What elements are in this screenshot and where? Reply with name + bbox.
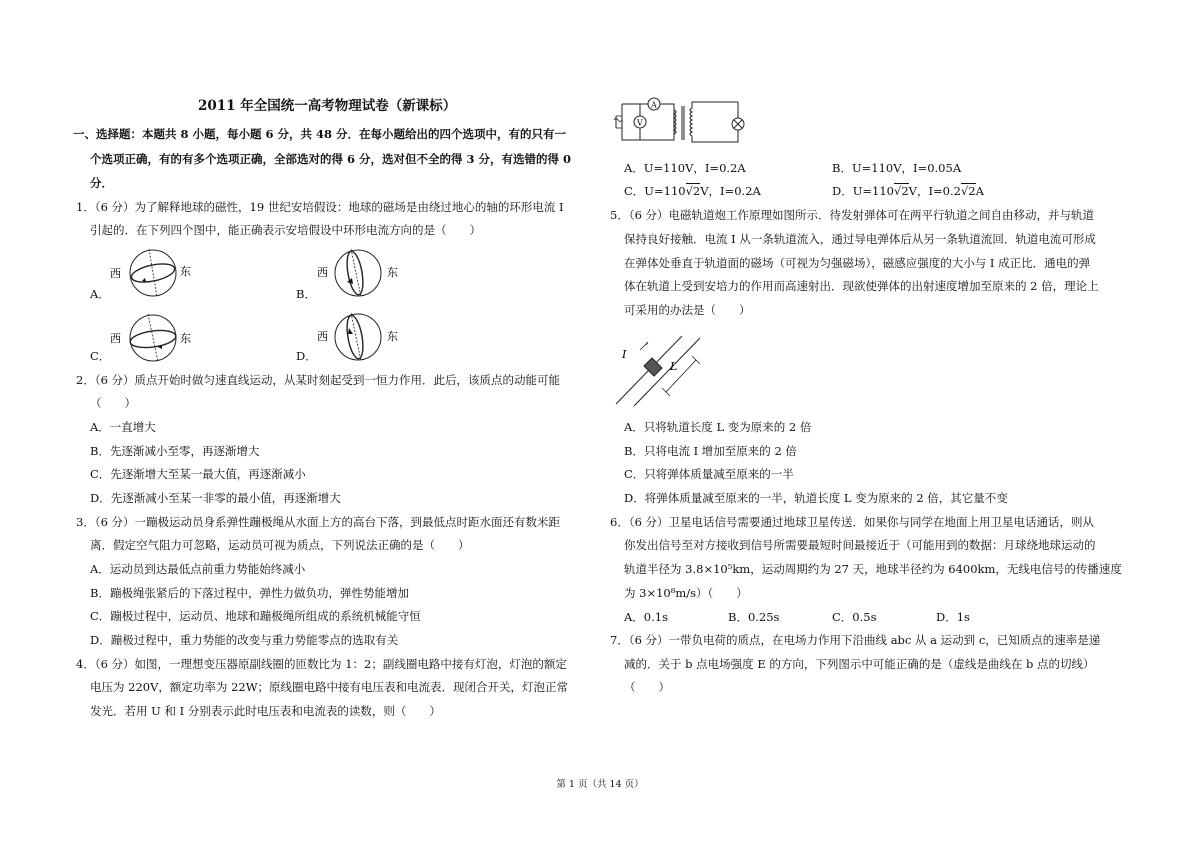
q4-ammeter-label: A [651, 100, 657, 110]
q3-stem-line2: 离．假定空气阻力可忽略，运动员可视为质点，下列说法正确的是（ ） [90, 538, 470, 552]
q4-voltmeter-label: V [637, 118, 643, 128]
q3-option-b: B．蹦极绳张紧后的下落过程中，弹性力做负功，弹性势能增加 [90, 586, 409, 600]
q5-option-b: B．只将电流 I 增加至原来的 2 倍 [624, 444, 797, 458]
q2-stem-line1: 2．（6 分）质点开始时做匀速直线运动，从某时刻起受到一恒力作用．此后，该质点的动能可能 [76, 373, 561, 387]
sqrt-symbol: √2 [894, 184, 909, 198]
q1-east-label-a: 东 [180, 265, 191, 278]
q3-stem-line1: 3．（6 分）一蹦极运动员身系弹性蹦极绳从水面上方的高台下落，到最低点时距水面还有数米距 [76, 515, 561, 529]
q5-length-label: L [670, 360, 678, 373]
q1-option-b-label: B． [296, 287, 316, 301]
q1-globe-figure-c [108, 310, 198, 366]
q4-option-c-suffix: V，I=0.2A [700, 184, 761, 198]
sqrt-symbol: √2 [685, 184, 701, 198]
q4-option-c-prefix: C．U=110 [624, 184, 686, 198]
q6-stem-line4: 为 3×10⁸m/s）（ ） [624, 586, 748, 600]
q6-option-b: B．0.25s [728, 610, 780, 624]
page-footer: 第 1 页（共 14 页） [556, 779, 644, 790]
q5-stem-line1: 5．（6 分）电磁轨道炮工作原理如图所示．待发射弹体可在两平行轨道之间自由移动，并与轨道 [610, 208, 1095, 222]
q5-railgun-figure [612, 330, 722, 408]
q6-option-d: D．1s [936, 610, 970, 624]
q1-west-label-c: 西 [110, 332, 121, 345]
q4-option-c [624, 183, 761, 199]
q4-option-b: B．U=110V，I=0.05A [832, 161, 962, 175]
q4-option-d [832, 183, 984, 199]
section-instructions-line3: 分． [90, 176, 113, 190]
q6-stem-line2: 你发出信号至对方接收到信号所需要最短时间最接近于（可能用到的数据：月球绕地球运动的 [624, 538, 1096, 552]
q4-stem-line1: 4．（6 分）如图，一理想变压器原副线圈的匝数比为 1：2；副线圈电路中接有灯泡，灯泡的额定 [76, 657, 567, 671]
q5-option-d: D．将弹体质量减至原来的一半，轨道长度 L 变为原来的 2 倍，其它量不变 [624, 491, 1008, 505]
q1-globe-figure-a [108, 245, 198, 301]
q2-stem-line2: （ ） [90, 396, 136, 410]
q5-stem-line4: 体在轨道上受到安培力的作用而高速射出．现欲使弹体的出射速度增加至原来的 2 倍，理论上 [624, 279, 1099, 293]
q7-stem-line1: 7．（6 分）一带负电荷的质点，在电场力作用下沿曲线 abc 从 a 运动到 c，已知质点的速率是递 [610, 633, 1101, 647]
q4-stem-line3: 发光．若用 U 和 I 分别表示此时电压表和电流表的读数，则（ ） [90, 704, 441, 718]
q6-stem-line1: 6．（6 分）卫星电话信号需要通过地球卫星传送．如果你与同学在地面上用卫星电话通话，则从 [610, 515, 1095, 529]
q2-option-b: B．先逐渐减小至零，再逐渐增大 [90, 444, 260, 458]
q4-option-d-suffix: A [975, 184, 984, 198]
q1-stem-line1: 1．（6 分）为了解释地球的磁性，19 世纪安培假设：地球的磁场是由绕过地心的轴的环形电流 I [76, 200, 564, 214]
q1-globe-figure-d [313, 308, 403, 366]
sqrt-symbol: √2 [960, 184, 976, 198]
q3-option-c: C．蹦极过程中，运动员、地球和蹦极绳所组成的系统机械能守恒 [90, 609, 421, 623]
q4-option-d-middle: V，I=0.2 [908, 184, 961, 198]
q4-transformer-circuit [612, 94, 762, 150]
q5-option-c: C．只将弹体质量减至原来的一半 [624, 467, 794, 481]
q2-option-d: D．先逐渐减小至某一非零的最小值，再逐渐增大 [90, 491, 341, 505]
q1-option-a-label: A． [90, 287, 110, 301]
q3-option-a: A．运动员到达最低点前重力势能始终减小 [90, 562, 306, 576]
q6-option-a: A．0.1s [624, 610, 668, 624]
q4-option-d-prefix: D．U=110 [832, 184, 894, 198]
q4-option-d-radicand-1: 2 [901, 184, 909, 198]
q7-stem-line3: （ ） [624, 680, 670, 694]
section-instructions-line2: 个选项正确，有的有多个选项正确，全部选对的得 6 分，选对但不全的得 3 分，有选错的得 0 [90, 152, 572, 166]
q1-east-label-b: 东 [387, 266, 398, 279]
q1-west-label-d: 西 [317, 330, 328, 343]
q5-current-label: I [622, 348, 627, 361]
q4-option-d-radicand-2: 2 [968, 184, 976, 198]
q1-east-label-c: 东 [180, 332, 191, 345]
q1-west-label-a: 西 [110, 267, 121, 280]
q2-option-a: A．一直增大 [90, 420, 156, 434]
q1-stem-line2: 引起的．在下列四个图中，能正确表示安培假设中环形电流方向的是（ ） [90, 223, 481, 237]
q2-option-c: C．先逐渐增大至某一最大值，再逐渐减小 [90, 467, 306, 481]
q1-option-d-label: D． [296, 349, 317, 363]
q4-stem-line2: 电压为 220V，额定功率为 22W；原线圈电路中接有电压表和电流表．现闭合开关，灯泡正常 [90, 680, 569, 694]
q5-stem-line3: 在弹体处垂直于轨道面的磁场（可视为匀强磁场），磁感应强度的大小与 I 成正比．通电的弹 [624, 256, 1091, 270]
q3-option-d: D．蹦极过程中，重力势能的改变与重力势能零点的选取有关 [90, 633, 399, 647]
q1-globe-figure-b [313, 244, 403, 302]
q1-option-c-label: C． [90, 349, 111, 363]
q6-stem-line3: 轨道半径为 3.8×10⁵km，运动周期约为 27 天，地球半径约为 6400km，无线电信号的传播速度 [624, 562, 1122, 576]
page-title: 2011 年全国统一高考物理试卷（新课标） [198, 98, 457, 114]
section-instructions-line1: 一、选择题：本题共 8 小题，每小题 6 分，共 48 分．在每小题给出的四个选项中，有的只有一 [73, 127, 567, 141]
q4-option-c-radicand: 2 [692, 184, 701, 198]
q1-west-label-b: 西 [317, 266, 328, 279]
q4-option-a: A．U=110V，I=0.2A [624, 161, 746, 175]
q6-option-c: C．0.5s [832, 610, 877, 624]
q7-stem-line2: 减的．关于 b 点电场强度 E 的方向，下列图示中可能正确的是（虚线是曲线在 b 点的切线） [624, 657, 1095, 671]
q1-east-label-d: 东 [387, 330, 398, 343]
q5-option-a: A．只将轨道长度 L 变为原来的 2 倍 [624, 420, 812, 434]
q5-stem-line2: 保持良好接触．电流 I 从一条轨道流入，通过导电弹体后从另一条轨道流回．轨道电流可形成 [624, 232, 1096, 246]
q5-stem-line5: 可采用的办法是（ ） [624, 303, 751, 317]
